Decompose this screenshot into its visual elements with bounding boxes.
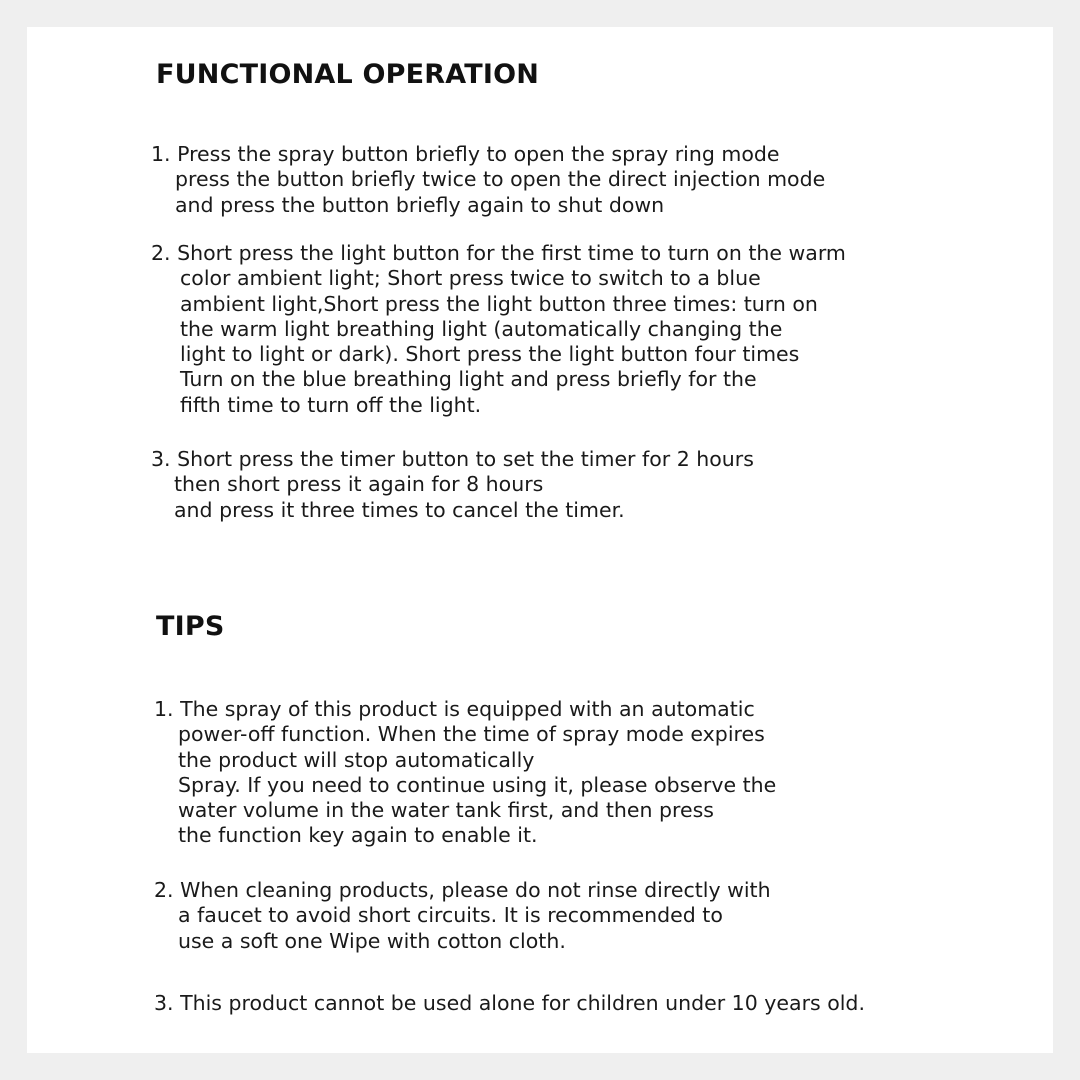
functional-item-1-line-1: 1. Press the spray button briefly to open the spray ring mode [151,142,780,166]
functional-item-1-line-2: press the button briefly twice to open the direct injection mode [175,167,826,192]
tips-item-1-line-5: water volume in the water tank first, and then press [178,798,714,823]
tips-item-2-line-3: use a soft one Wipe with cotton cloth. [178,928,566,953]
functional-item-2-line-7: fifth time to turn off the light. [180,392,482,417]
functional-item-2 [151,241,846,418]
tips-item-1-line-3: the product will stop automatically [178,747,535,772]
functional-item-3-line-3: and press it three times to cancel the timer. [174,497,625,522]
functional-item-3 [151,447,754,523]
tips-item-3-line-1: 3. This product cannot be used alone for children under 10 years old. [154,991,865,1015]
functional-item-1-line-3: and press the button briefly again to shut down [175,192,665,217]
tips-item-1-line-6: the function key again to enable it. [178,823,538,848]
functional-item-2-line-2: color ambient light; Short press twice to switch to a blue [180,266,761,291]
functional-item-2-line-1: 2. Short press the light button for the first time to turn on the warm [151,241,846,265]
functional-operation-title: FUNCTIONAL OPERATION [156,59,540,90]
instruction-sheet [27,27,1053,1053]
tips-item-1-line-4: Spray. If you need to continue using it, please observe the [178,772,777,797]
functional-item-3-line-1: 3. Short press the timer button to set the timer for 2 hours [151,447,754,471]
tips-item-1 [154,697,776,849]
functional-item-2-line-5: light to light or dark). Short press the light button four times [180,342,800,367]
functional-item-3-line-2: then short press it again for 8 hours [174,472,544,497]
tips-item-1-line-2: power-off function. When the time of spray mode expires [178,722,765,747]
tips-item-3 [154,991,865,1016]
tips-item-1-line-1: 1. The spray of this product is equipped with an automatic [154,697,755,721]
functional-item-1 [151,142,825,218]
tips-item-2-line-1: 2. When cleaning products, please do not rinse directly with [154,878,771,902]
tips-title: TIPS [156,611,225,642]
tips-item-2 [154,878,771,954]
functional-item-2-line-6: Turn on the blue breathing light and press briefly for the [180,367,757,392]
tips-item-2-line-2: a faucet to avoid short circuits. It is recommended to [178,903,723,928]
functional-item-2-line-3: ambient light,Short press the light button three times: turn on [180,291,818,316]
functional-item-2-line-4: the warm light breathing light (automatically changing the [180,316,783,341]
